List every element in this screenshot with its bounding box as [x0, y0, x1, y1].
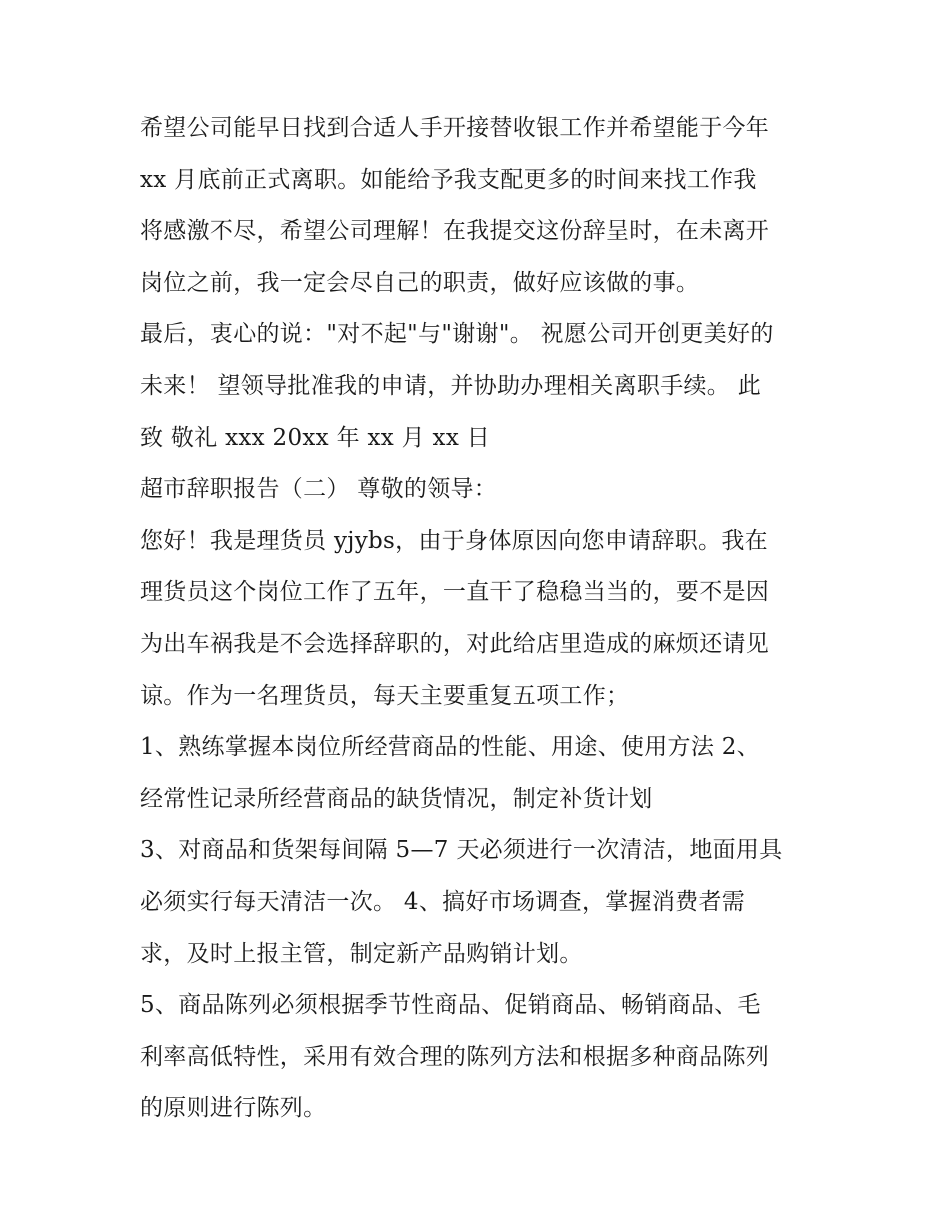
- text-line: 理货员这个岗位工作了五年，一直干了稳稳当当的，要不是因: [140, 579, 770, 606]
- text-line: xx 月底前正式离职。如能给予我支配更多的时间来找工作我: [140, 166, 757, 193]
- list-item: 经常性记录所经营商品的缺货情况，制定补货计划: [140, 785, 653, 812]
- text-line: 未来！ 望领导批准我的申请，并协助办理相关离职手续。 此: [140, 372, 762, 399]
- list-item: 的原则进行陈列。: [140, 1095, 327, 1122]
- list-item: 5、商品陈列必须根据季节性商品、促销商品、畅销商品、毛: [140, 992, 761, 1019]
- list-item: 3、对商品和货架每间隔 5—7 天必须进行一次清洁，地面用具: [140, 837, 783, 864]
- text-line: 谅。作为一名理货员，每天主要重复五项工作；: [140, 682, 630, 709]
- list-item: 1、熟练掌握本岗位所经营商品的性能、用途、使用方法 2、: [140, 734, 760, 761]
- text-line: 希望公司能早日找到合适人手开接替收银工作并希望能于今年: [140, 115, 770, 141]
- document-body: [140, 103, 820, 1135]
- text-line: 致 敬礼 xxx 20xx 年 xx 月 xx 日: [140, 424, 490, 451]
- list-item: 利率高低特性，采用有效合理的陈列方法和根据多种商品陈列: [140, 1043, 770, 1070]
- text-line: 岗位之前，我一定会尽自己的职责，做好应该做的事。: [140, 269, 700, 296]
- list-item: 求，及时上报主管，制定新产品购销计划。: [140, 940, 583, 967]
- list-item: 必须实行每天清洁一次。 4、搞好市场调查，掌握消费者需: [140, 888, 746, 915]
- text-line: 最后，衷心的说："对不起"与"谢谢"。 祝愿公司开创更美好的: [140, 321, 774, 348]
- text-line: 您好！我是理货员 yjybs，由于身体原因向您申请辞职。我在: [140, 527, 768, 554]
- text-line: 将感激不尽，希望公司理解！在我提交这份辞呈时，在未离开: [140, 218, 770, 245]
- text-line: 为出车祸我是不会选择辞职的，对此给店里造成的麻烦还请见: [140, 630, 770, 657]
- section-heading: 超市辞职报告（二） 尊敬的领导：: [140, 476, 498, 503]
